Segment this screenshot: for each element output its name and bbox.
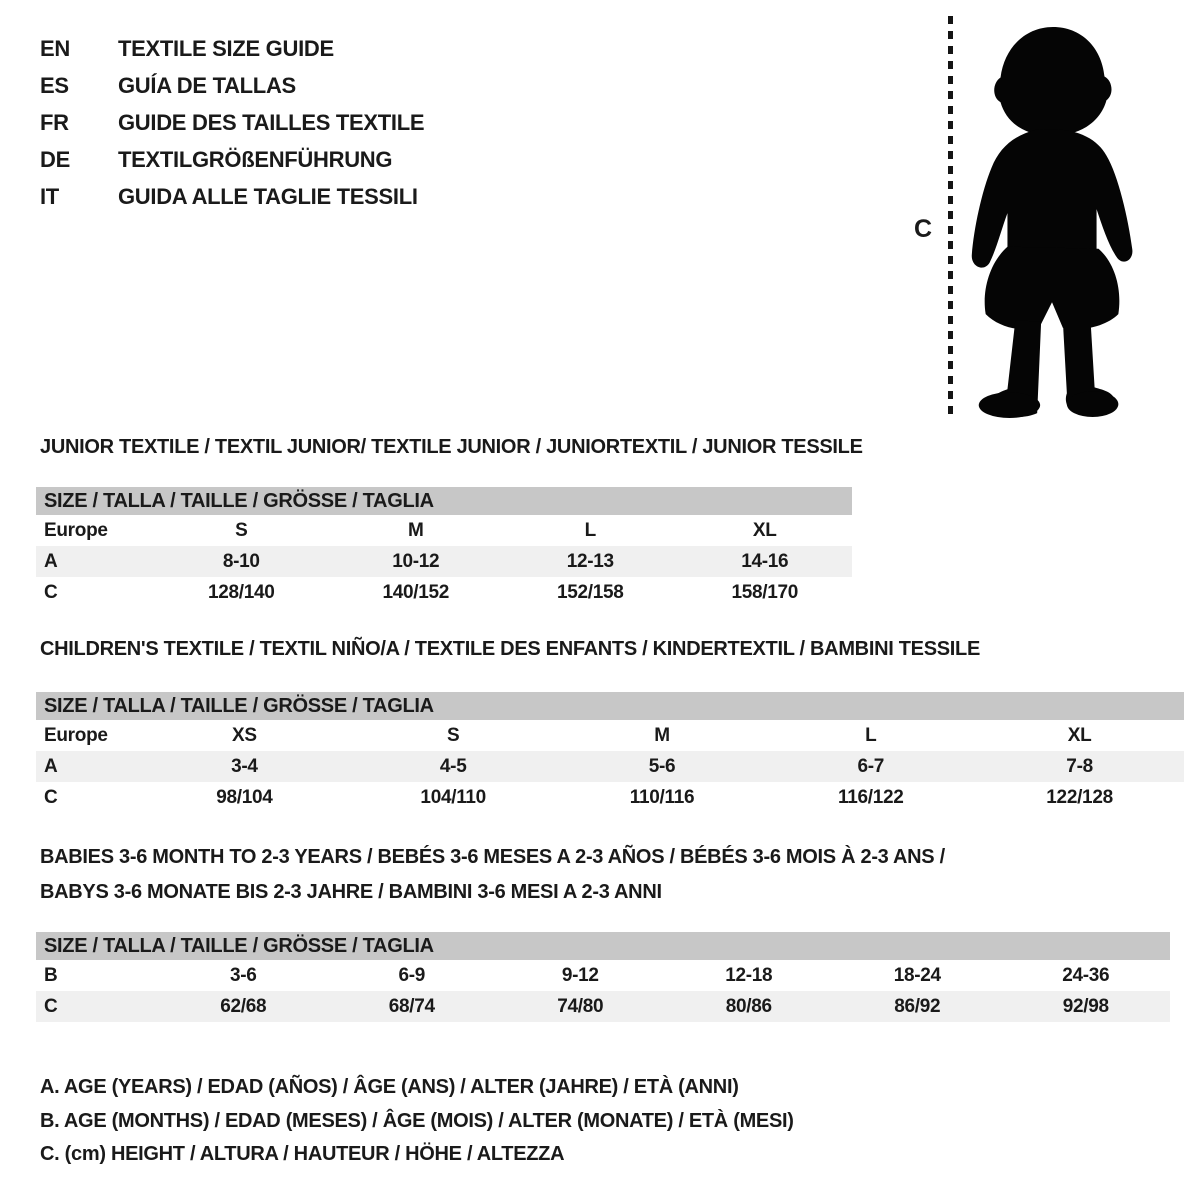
months-cell: 6-9	[398, 965, 426, 986]
babies-size-table	[36, 932, 1170, 1022]
guide-title: GUÍA DE TALLAS	[118, 72, 296, 98]
size-cell: S	[447, 725, 460, 746]
table-row-age	[36, 751, 1184, 782]
junior-size-table	[36, 487, 852, 608]
guide-title: GUIDA ALLE TAGLIE TESSILI	[118, 183, 418, 209]
children-section-title: CHILDREN'S TEXTILE / TEXTIL NIÑO/A / TEXTILE DES ENFANTS / KINDERTEXTIL / BAMBINI TESSILE	[40, 638, 980, 660]
row-label: B	[44, 965, 58, 986]
guide-title: TEXTILGRÖßENFÜHRUNG	[118, 146, 393, 172]
table-row-europe	[36, 515, 852, 546]
months-cell: 9-12	[561, 965, 599, 986]
junior-section-title: JUNIOR TEXTILE / TEXTIL JUNIOR/ TEXTILE JUNIOR / JUNIORTEXTIL / JUNIOR TESSILE	[40, 436, 863, 458]
height-cell: 104/110	[420, 787, 486, 808]
height-cell: 86/92	[894, 996, 941, 1017]
table-row-height	[36, 782, 1184, 813]
months-cell: 18-24	[893, 965, 941, 986]
row-label: C	[44, 787, 58, 808]
language-code: DE	[40, 146, 70, 172]
height-cell: 74/80	[557, 996, 604, 1017]
age-cell: 10-12	[392, 551, 440, 572]
size-cell: XS	[232, 725, 257, 746]
language-code: EN	[40, 35, 70, 61]
size-cell: S	[235, 520, 248, 541]
height-cell: 122/128	[1046, 787, 1113, 808]
age-cell: 12-13	[566, 551, 614, 572]
row-label: A	[44, 756, 58, 777]
size-cell: XL	[1067, 725, 1092, 746]
note-age-months: B. AGE (MONTHS) / EDAD (MESES) / ÂGE (MOIS) / ALTER (MONATE) / ETÀ (MESI)	[40, 1110, 794, 1132]
age-cell: 3-4	[231, 756, 258, 777]
size-cell: L	[865, 725, 877, 746]
age-cell: 4-5	[439, 756, 467, 777]
months-cell: 12-18	[725, 965, 773, 986]
language-code: IT	[40, 183, 59, 209]
height-cell: 80/86	[725, 996, 772, 1017]
language-row-es	[40, 67, 424, 104]
height-cell: 128/140	[207, 582, 275, 603]
row-label: C	[44, 582, 58, 603]
table-row-height	[36, 991, 1170, 1022]
language-title-list	[40, 30, 424, 215]
size-cell: M	[654, 725, 670, 746]
language-row-de	[40, 141, 424, 178]
children-size-table	[36, 692, 1184, 813]
row-label: C	[44, 996, 58, 1017]
note-height-cm: C. (cm) HEIGHT / ALTURA / HAUTEUR / HÖHE / ALTEZZA	[40, 1143, 565, 1165]
language-code: ES	[40, 72, 69, 98]
age-cell: 5-6	[648, 756, 676, 777]
table-row-height	[36, 577, 852, 608]
language-row-fr	[40, 104, 424, 141]
table-row-months	[36, 960, 1170, 991]
size-cell: L	[584, 520, 596, 541]
babies-section-title-line2: BABYS 3-6 MONATE BIS 2-3 JAHRE / BAMBINI 3-6 MESI A 2-3 ANNI	[40, 881, 662, 903]
height-cell: 140/152	[382, 582, 450, 603]
row-label: A	[44, 551, 58, 572]
height-cell: 62/68	[220, 996, 267, 1017]
months-cell: 24-36	[1062, 965, 1110, 986]
height-cell: 152/158	[556, 582, 624, 603]
height-cell: 116/122	[838, 787, 904, 808]
guide-title: GUIDE DES TAILLES TEXTILE	[118, 109, 425, 135]
height-cell: 92/98	[1062, 996, 1109, 1017]
guide-title: TEXTILE SIZE GUIDE	[118, 35, 334, 61]
height-measure-label: C	[914, 215, 932, 243]
size-header-row: SIZE / TALLA / TAILLE / GRÖSSE / TAGLIA	[36, 932, 1170, 960]
age-cell: 7-8	[1066, 756, 1093, 777]
age-cell: 14-16	[741, 551, 789, 572]
babies-section-title-line1: BABIES 3-6 MONTH TO 2-3 YEARS / BEBÉS 3-6 MESES A 2-3 AÑOS / BÉBÉS 3-6 MOIS À 2-3 ANS /	[40, 846, 945, 868]
toddler-silhouette-icon	[962, 24, 1144, 420]
row-label: Europe	[44, 725, 108, 746]
months-cell: 3-6	[229, 965, 257, 986]
age-cell: 8-10	[222, 551, 260, 572]
language-code: FR	[40, 109, 69, 135]
language-row-en	[40, 30, 424, 67]
age-cell: 6-7	[857, 756, 885, 777]
note-age-years: A. AGE (YEARS) / EDAD (AÑOS) / ÂGE (ANS) / ALTER (JAHRE) / ETÀ (ANNI)	[40, 1076, 739, 1098]
language-row-it	[40, 178, 424, 215]
size-header-row: SIZE / TALLA / TAILLE / GRÖSSE / TAGLIA	[36, 487, 852, 515]
height-measure-dashed-line	[948, 16, 953, 418]
height-cell: 68/74	[388, 996, 435, 1017]
table-row-age	[36, 546, 852, 577]
row-label: Europe	[44, 520, 108, 541]
table-row-europe	[36, 720, 1184, 751]
height-cell: 98/104	[216, 787, 273, 808]
size-cell: XL	[752, 520, 777, 541]
size-cell: M	[407, 520, 424, 541]
height-cell: 158/170	[731, 582, 799, 603]
size-header-row: SIZE / TALLA / TAILLE / GRÖSSE / TAGLIA	[36, 692, 1184, 720]
height-cell: 110/116	[629, 787, 695, 808]
